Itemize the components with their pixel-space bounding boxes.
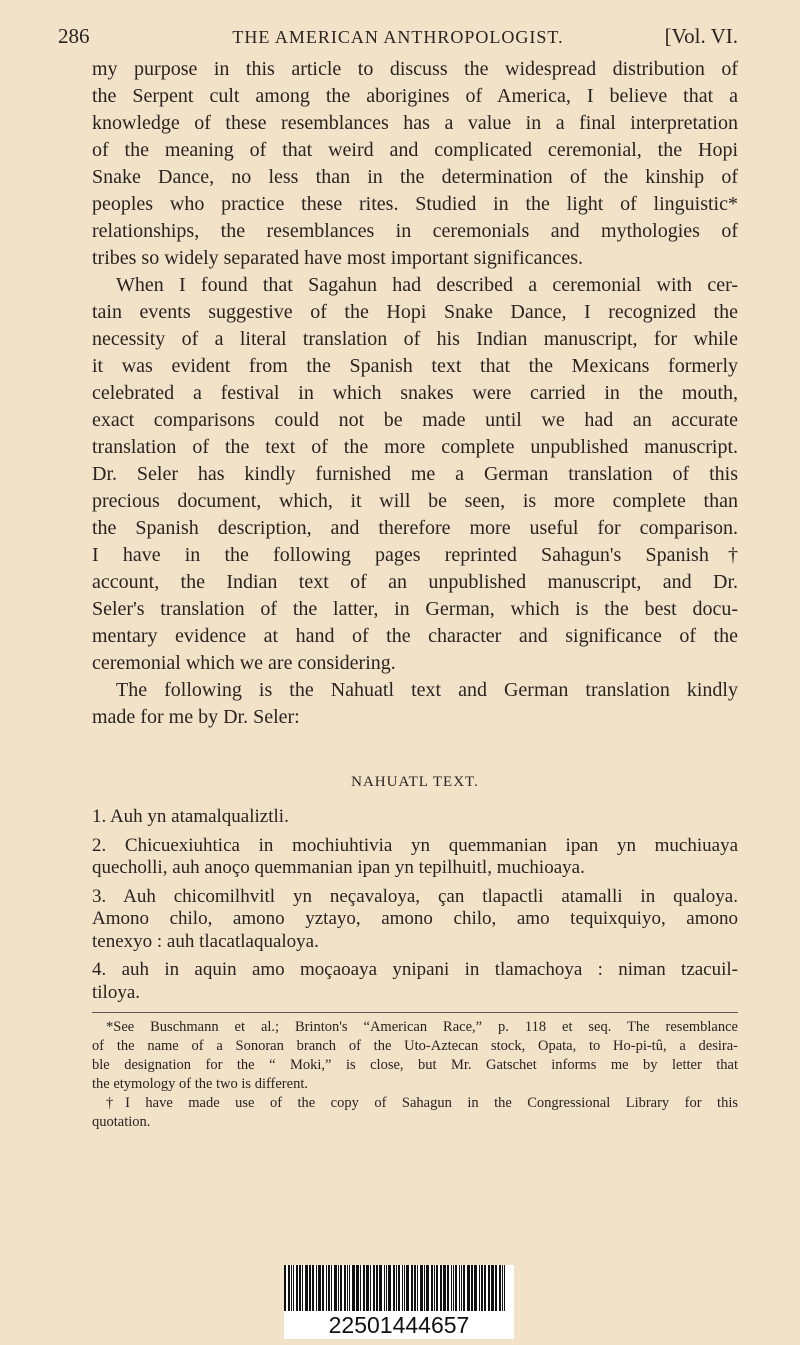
text-line: I have in the following pages reprinted Sahagun's Spanish† [92, 544, 738, 566]
barcode-bar [447, 1265, 449, 1311]
barcode-bar [366, 1265, 369, 1311]
barcode-bar [293, 1265, 294, 1311]
footnote-line: of the name of a Sonoran branch of the Uto-Aztecan stock, Opata, to Ho-pi-tû, a desira- [92, 1038, 738, 1054]
text-line: of the meaning of that weird and complicated ceremonial, the Hopi [92, 139, 738, 161]
barcode-bar [479, 1265, 480, 1311]
footnote-line: †I have made use of the copy of Sahagun in the Congressional Library for this [106, 1095, 738, 1111]
barcode-bar [305, 1265, 308, 1311]
text-line: relationships, the resemblances in ceremonials and mythologies of [92, 220, 738, 242]
barcode-bar [363, 1265, 365, 1311]
barcode-bar [463, 1265, 465, 1311]
barcode-bar [370, 1265, 371, 1311]
barcode-bar [288, 1265, 290, 1311]
journal-title: THE AMERICAN ANTHROPOLOGIST. [232, 27, 564, 47]
barcode-bar [504, 1265, 505, 1311]
barcode-bar [484, 1265, 486, 1311]
text-line: knowledge of these resemblances has a value in a final interpretation [92, 112, 738, 134]
barcode-bar [455, 1265, 457, 1311]
barcode-bar [379, 1265, 382, 1311]
barcode-bar [384, 1265, 385, 1311]
volume-label: [Vol. VI. [664, 24, 738, 48]
barcode-bar [406, 1265, 409, 1311]
barcode-bar [459, 1265, 460, 1311]
barcode-bar [328, 1265, 330, 1311]
barcode-bar [402, 1265, 403, 1311]
barcode-bar [349, 1265, 350, 1311]
barcode-bar [309, 1265, 311, 1311]
text-line: Dr. Seler has kindly furnished me a German translation of this [92, 463, 738, 485]
barcode-bar [334, 1265, 337, 1311]
footnote-line: ble designation for the “ Moki,” is close, but Mr. Gatschet informs me by letter that [92, 1057, 738, 1073]
text-line: 3. Auh chicomilhvitl yn neçavaloya, çan tlapactli atamalli in qualoya. [92, 885, 738, 907]
text-line: 4. auh in aquin amo moçaoaya ynipani in tlamachoya : niman tzacuil- [92, 959, 738, 980]
text-line: Amono chilo, amono yztayo, amono chilo, amo tequixquiyo, amono [92, 908, 738, 929]
footnote-line: *See Buschmann et al.; Brinton's “American Race,” p. 118 et seq. The resemblance [106, 1019, 738, 1035]
barcode-bar [373, 1265, 375, 1311]
barcode-bar [499, 1265, 501, 1311]
text-line: tribes so widely separated have most important significances. [92, 247, 583, 269]
text-line: my purpose in this article to discuss the widespread distribution of [92, 58, 738, 80]
text-line: ceremonial which we are considering. [92, 652, 396, 674]
text-line: tenexyo : auh tlacatlaqualoya. [92, 930, 319, 952]
barcode-bar [404, 1265, 405, 1311]
barcode-bar [318, 1265, 321, 1311]
running-header [58, 24, 738, 52]
text-line: 1. Auh yn atamalqualiztli. [92, 806, 289, 827]
text-line: made for me by Dr. Seler: [92, 706, 300, 728]
footnotes [92, 1018, 738, 1132]
barcode-bar [331, 1265, 332, 1311]
nahuatl-text [92, 806, 738, 1010]
page-number: 286 [58, 24, 90, 48]
barcode-bar [376, 1265, 378, 1311]
text-line: Seler's translation of the latter, in German, which is the best docu- [92, 598, 738, 620]
barcode-bar [340, 1265, 342, 1311]
text-line: celebrated a festival in which snakes were carried in the mouth, [92, 382, 738, 404]
barcode-bar [360, 1265, 361, 1311]
barcode-bar [291, 1265, 292, 1311]
barcode-bar [398, 1265, 400, 1311]
barcode-bar [411, 1265, 413, 1311]
barcode-bar [491, 1265, 494, 1311]
barcode-bar [436, 1265, 438, 1311]
barcode-bar [434, 1265, 435, 1311]
text-line: Snake Dance, no less than in the determination of the kinship of [92, 166, 738, 188]
barcode-bar [417, 1265, 418, 1311]
text-line: peoples who practice these rites. Studied in the light of linguistic* [92, 193, 738, 215]
barcode-bar [461, 1265, 462, 1311]
barcode-bar [396, 1265, 397, 1311]
barcode-bar [316, 1265, 317, 1311]
barcode-bar [322, 1265, 324, 1311]
nahuatl-item [92, 835, 738, 880]
barcode-bar [296, 1265, 298, 1311]
barcode-bar [386, 1265, 387, 1311]
barcode-bar [420, 1265, 423, 1311]
barcode-bar [347, 1265, 348, 1311]
barcode-bar [474, 1265, 477, 1311]
nahuatl-item [92, 886, 738, 954]
barcode-bar [352, 1265, 355, 1311]
barcode-bar [344, 1265, 346, 1311]
barcode-bar [495, 1265, 497, 1311]
barcode-bar [431, 1265, 433, 1311]
barcode-bar [424, 1265, 425, 1311]
text-line: tiloya. [92, 981, 141, 1003]
text-line: the Spanish description, and therefore more useful for comparison. [92, 517, 738, 539]
barcode-bar [481, 1265, 483, 1311]
barcode-bar [443, 1265, 446, 1311]
barcode-bar [393, 1265, 395, 1311]
nahuatl-item [92, 806, 738, 829]
barcode-bar [326, 1265, 327, 1311]
footnote-line: the etymology of the two is different. [92, 1076, 308, 1092]
body-text [92, 56, 738, 731]
text-line: necessity of a literal translation of his Indian manuscript, for while [92, 328, 738, 350]
barcode [284, 1265, 514, 1311]
text-line: it was evident from the Spanish text that the Mexicans formerly [92, 355, 738, 377]
barcode-bar [467, 1265, 470, 1311]
text-line: mentary evidence at hand of the character and significance of the [92, 625, 738, 647]
barcode-bar [488, 1265, 490, 1311]
barcode-bar [299, 1265, 301, 1311]
barcode-bar [502, 1265, 503, 1311]
barcode-bar [302, 1265, 303, 1311]
barcode-bar [338, 1265, 339, 1311]
text-line: the Serpent cult among the aborigines of America, I believe that a [92, 85, 738, 107]
text-line: When I found that Sagahun had described a ceremonial with cer- [116, 274, 738, 296]
text-line: The following is the Nahuatl text and German translation kindly [116, 679, 738, 701]
text-line: tain events suggestive of the Hopi Snake Dance, I recognized the [92, 301, 738, 323]
barcode-bar [440, 1265, 442, 1311]
text-line: 2. Chicuexiuhtica in mochiuhtivia yn quemmanian ipan yn muchiuaya [92, 834, 738, 856]
text-line: account, the Indian text of an unpublished manuscript, and Dr. [92, 571, 738, 593]
footnote-divider [92, 1012, 738, 1013]
barcode-bar [451, 1265, 452, 1311]
text-line: exact comparisons could not be made until we had an accurate [92, 409, 738, 431]
barcode-number: 22501444657 [284, 1311, 514, 1339]
barcode-bar [284, 1265, 286, 1311]
barcode-bar [426, 1265, 429, 1311]
barcode-bar [312, 1265, 314, 1311]
text-line: translation of the text of the more complete unpublished manuscript. [92, 436, 738, 458]
barcode-bar [356, 1265, 359, 1311]
section-title: NAHUATL TEXT. [351, 774, 479, 790]
text-line: quecholli, auh anoço quemmanian ipan yn tepilhuitl, muchioaya. [92, 857, 585, 878]
barcode-bar [453, 1265, 454, 1311]
text-line: precious document, which, it will be seen, is more complete than [92, 490, 738, 512]
barcode-bar [388, 1265, 391, 1311]
footnote-line: quotation. [92, 1114, 151, 1130]
barcode-bar [414, 1265, 416, 1311]
barcode-bar [471, 1265, 473, 1311]
nahuatl-item [92, 959, 738, 1004]
